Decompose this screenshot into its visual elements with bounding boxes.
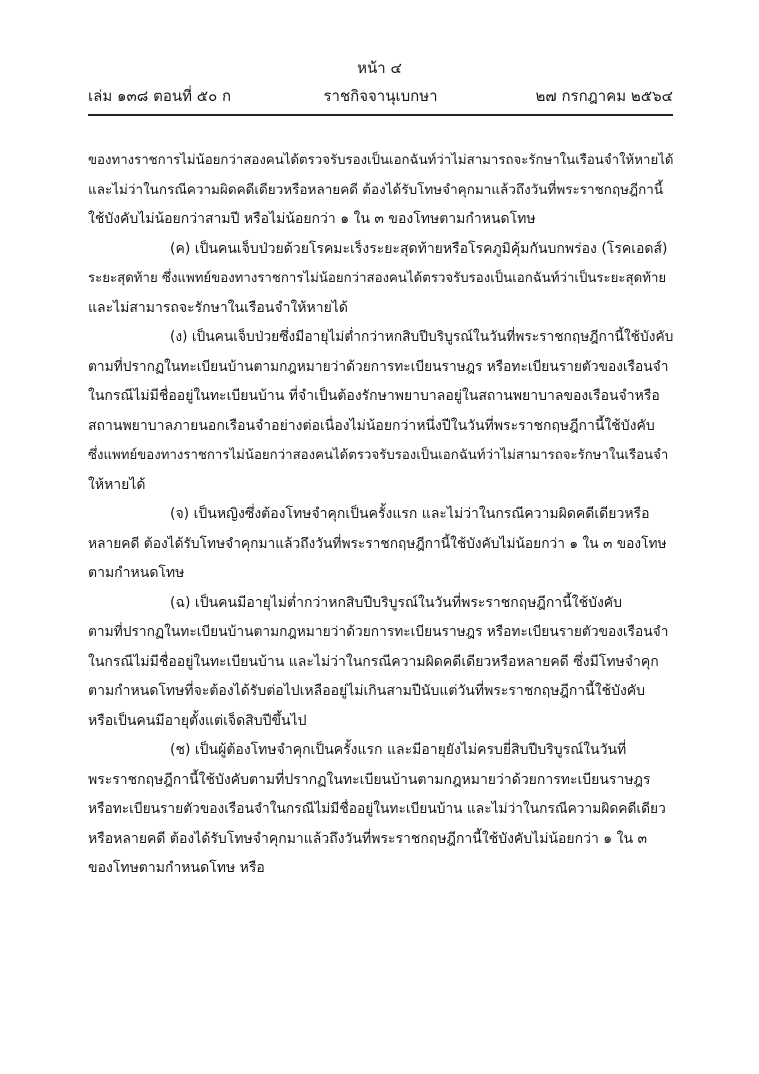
text-line: ของทางราชการไม่น้อยกว่าสองคนได้ตรวจรับรองเป็นเอกฉันท์ว่าไม่สามารถจะรักษาในเรือนจำให้หายได้: [88, 153, 673, 168]
text-line: ในกรณีไม่มีชื่ออยู่ในทะเบียนบ้าน และไม่ว่าในกรณีความผิดคดีเดียวหรือหลายคดี ซึ่งมีโทษจำคุก: [88, 653, 659, 670]
issue-info: เล่ม ๑๓๘ ตอนที่ ๕๐ ก: [88, 87, 232, 105]
text-line: (ง) เป็นคนเจ็บป่วยซึ่งมีอายุไม่ต่ำกว่าหกสิบปีบริบูรณ์ในวันที่พระราชกฤษฎีกานี้ใช้บังคับ: [170, 329, 673, 345]
paragraph: [88, 323, 673, 500]
gazette-header: [88, 84, 673, 116]
text-line: ระยะสุดท้าย ซึ่งแพทย์ของทางราชการไม่น้อยกว่าสองคนได้ตรวจรับรองเป็นเอกฉันท์ว่าเป็นระยะสุดท้าย: [88, 271, 667, 286]
text-line: (จ) เป็นหญิงซึ่งต้องโทษจำคุกเป็นครั้งแรก และไม่ว่าในกรณีความผิดคดีเดียวหรือ: [170, 506, 650, 522]
text-line: สถานพยาบาลภายนอกเรือนจำอย่างต่อเนื่องไม่น้อยกว่าหนึ่งปีในวันที่พระราชกฤษฎีกานี้ใช้บังคับ: [88, 417, 655, 434]
text-line: ตามกำหนดโทษ: [88, 565, 185, 581]
text-line: หลายคดี ต้องได้รับโทษจำคุกมาแล้วถึงวันที่พระราชกฤษฎีกานี้ใช้บังคับไม่น้อยกว่า ๑ ใน ๓ ของโทษ: [88, 535, 667, 552]
issue-date: ๒๗ กรกฎาคม ๒๕๖๔: [535, 87, 673, 105]
text-line: หรือเป็นคนมีอายุตั้งแต่เจ็ดสิบปีขึ้นไป: [88, 712, 307, 729]
text-line: ซึ่งแพทย์ของทางราชการไม่น้อยกว่าสองคนได้ตรวจรับรองเป็นเอกฉันท์ว่าไม่สามารถจะรักษาในเรือนจำ: [88, 448, 669, 463]
paragraph: [88, 500, 673, 589]
text-line: ตามที่ปรากฏในทะเบียนบ้านตามกฎหมายว่าด้วยการทะเบียนราษฎร หรือทะเบียนรายตัวของเรือนจำ: [88, 624, 669, 640]
text-line: (ฉ) เป็นคนมีอายุไม่ต่ำกว่าหกสิบปีบริบูรณ์ในวันที่พระราชกฤษฎีกานี้ใช้บังคับ: [170, 594, 623, 611]
text-line: หรือหลายคดี ต้องได้รับโทษจำคุกมาแล้วถึงวันที่พระราชกฤษฎีกานี้ใช้บังคับไม่น้อยกว่า ๑ ใน ๓: [88, 830, 648, 847]
paragraph: [88, 736, 673, 884]
text-line: ตามกำหนดโทษที่จะต้องได้รับต่อไปเหลืออยู่ไม่เกินสามปีนับแต่วันที่พระราชกฤษฎีกานี้ใช้บังคับ: [88, 683, 646, 699]
text-line: และไม่สามารถจะรักษาในเรือนจำให้หายได้: [88, 299, 348, 316]
page-number: หน้า ๔: [357, 59, 402, 77]
paragraph: [88, 235, 673, 324]
document-body: [88, 146, 673, 884]
text-line: ของโทษตามกำหนดโทษ หรือ: [88, 860, 265, 876]
paragraph: [88, 146, 673, 235]
text-line: และไม่ว่าในกรณีความผิดคดีเดียวหรือหลายคดี ต้องได้รับโทษจำคุกมาแล้วถึงวันที่พระราชกฤษฎีกานี้: [88, 181, 664, 198]
text-line: หรือทะเบียนรายตัวของเรือนจำในกรณีไม่มีชื่ออยู่ในทะเบียนบ้าน และไม่ว่าในกรณีความผิดคดีเดียว: [88, 801, 666, 817]
text-line: ตามที่ปรากฏในทะเบียนบ้านตามกฎหมายว่าด้วยการทะเบียนราษฎร หรือทะเบียนรายตัวของเรือนจำ: [88, 358, 669, 375]
publication-title: ราชกิจจานุเบกษา: [323, 87, 438, 105]
text-line: พระราชกฤษฎีกานี้ใช้บังคับตามที่ปรากฏในทะเบียนบ้านตามกฎหมายว่าด้วยการทะเบียนราษฎร: [88, 771, 651, 788]
text-line: ใช้บังคับไม่น้อยกว่าสามปี หรือไม่น้อยกว่า ๑ ใน ๓ ของโทษตามกำหนดโทษ: [88, 211, 536, 227]
text-line: (ช) เป็นผู้ต้องโทษจำคุกเป็นครั้งแรก และมีอายุยังไม่ครบยี่สิบปีบริบูรณ์ในวันที่: [170, 742, 627, 758]
paragraph: [88, 589, 673, 737]
text-line: ให้หายได้: [88, 476, 146, 493]
text-line: (ค) เป็นคนเจ็บป่วยด้วยโรคมะเร็งระยะสุดท้ายหรือโรคภูมิคุ้มกันบกพร่อง (โรคเอดส์): [170, 240, 668, 257]
text-line: ในกรณีไม่มีชื่ออยู่ในทะเบียนบ้าน ที่จำเป็นต้องรักษาพยาบาลอยู่ในสถานพยาบาลของเรือนจำหรือ: [88, 388, 660, 404]
